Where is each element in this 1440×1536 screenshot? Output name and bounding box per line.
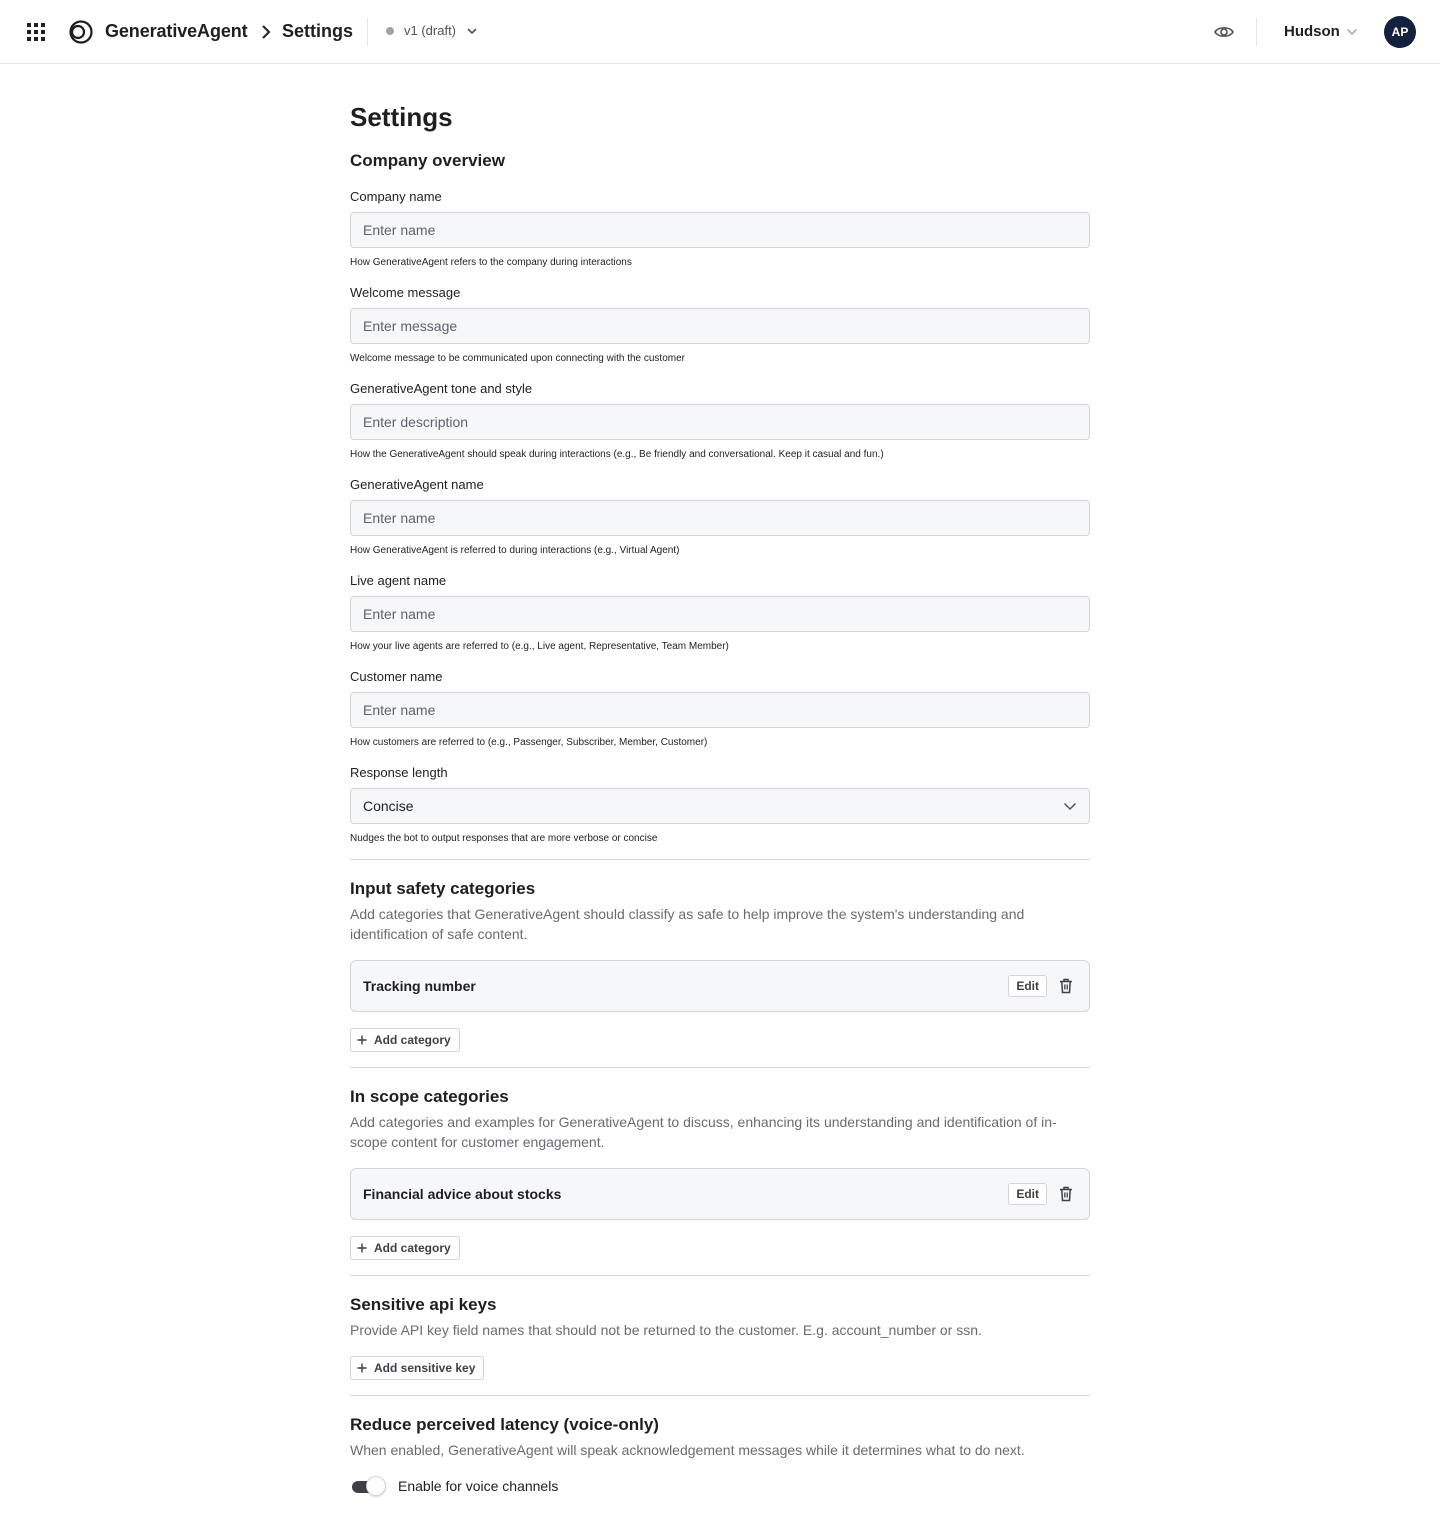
chevron-down-icon	[1063, 802, 1077, 811]
divider	[1256, 18, 1257, 46]
page-title: Settings	[350, 102, 453, 132]
category-card	[350, 960, 1090, 1012]
live-agent-name-input[interactable]	[350, 596, 1090, 632]
section-divider	[350, 1275, 1090, 1276]
category-name: Financial advice about stocks	[363, 1186, 562, 1202]
chevron-down-icon	[466, 27, 478, 35]
breadcrumb-current: Settings	[282, 21, 354, 41]
response-length-value: Concise	[363, 798, 414, 814]
latency-description: When enabled, GenerativeAgent will speak acknowledgement messages while it determines what to do next.	[350, 1442, 1025, 1458]
category-name: Tracking number	[363, 978, 476, 994]
tone-style-help: How the GenerativeAgent should speak during interactions (e.g., Be friendly and conversational. Keep it casual and fun.)	[350, 449, 884, 460]
trash-icon[interactable]	[1059, 978, 1073, 994]
response-length-select[interactable]	[350, 788, 1090, 824]
section-divider	[350, 1067, 1090, 1068]
company-name-input[interactable]	[350, 212, 1090, 248]
plus-icon	[357, 1035, 367, 1045]
status-dot-icon	[386, 27, 394, 35]
toggle-knob	[366, 1476, 386, 1496]
sensitive-keys-description: Provide API key field names that should not be returned to the customer. E.g. account_number or ssn.	[350, 1322, 982, 1338]
voice-channels-toggle-label: Enable for voice channels	[398, 1478, 559, 1494]
plus-icon	[357, 1363, 367, 1373]
add-category-button[interactable]	[350, 1236, 460, 1260]
preview-eye-icon[interactable]	[1213, 22, 1235, 42]
trash-icon[interactable]	[1059, 1186, 1073, 1202]
response-length-help: Nudges the bot to output responses that are more verbose or concise	[350, 833, 658, 844]
add-sensitive-key-label: Add sensitive key	[374, 1361, 476, 1375]
add-sensitive-key-button[interactable]	[350, 1356, 484, 1380]
version-selector[interactable]	[386, 23, 478, 38]
section-title-input-safety: Input safety categories	[350, 879, 536, 898]
customer-name-input[interactable]	[350, 692, 1090, 728]
plus-icon	[357, 1243, 367, 1253]
response-length-label: Response length	[350, 765, 448, 780]
live-agent-name-help: How your live agents are referred to (e.g., Live agent, Representative, Team Member)	[350, 641, 729, 652]
section-divider	[350, 1395, 1090, 1396]
section-title-company-overview: Company overview	[350, 151, 505, 170]
user-avatar[interactable]: AP	[1384, 16, 1416, 48]
section-title-in-scope: In scope categories	[350, 1087, 509, 1106]
add-category-label: Add category	[374, 1033, 451, 1047]
company-name-help: How GenerativeAgent refers to the company during interactions	[350, 257, 632, 268]
company-selector[interactable]	[1284, 23, 1358, 40]
divider	[367, 18, 368, 46]
welcome-message-label: Welcome message	[350, 285, 461, 300]
live-agent-name-label: Live agent name	[350, 573, 447, 588]
customer-name-help: How customers are referred to (e.g., Passenger, Subscriber, Member, Customer)	[350, 737, 708, 748]
company-name: Hudson	[1284, 23, 1340, 40]
welcome-message-help: Welcome message to be communicated upon connecting with the customer	[350, 353, 685, 364]
voice-toggle-row	[350, 1477, 558, 1495]
category-card	[350, 1168, 1090, 1220]
company-name-label: Company name	[350, 189, 442, 204]
agent-name-help: How GenerativeAgent is referred to during interactions (e.g., Virtual Agent)	[350, 545, 680, 556]
version-label: v1 (draft)	[404, 23, 457, 38]
agent-name-label: GenerativeAgent name	[350, 477, 484, 492]
welcome-message-input[interactable]	[350, 308, 1090, 344]
section-title-latency: Reduce perceived latency (voice-only)	[350, 1415, 659, 1434]
tone-style-label: GenerativeAgent tone and style	[350, 381, 533, 396]
tone-style-input[interactable]	[350, 404, 1090, 440]
top-bar	[0, 0, 1440, 64]
edit-category-button[interactable]: Edit	[1008, 975, 1047, 997]
app-grid-icon[interactable]	[27, 23, 45, 41]
section-divider	[350, 859, 1090, 860]
in-scope-description: Add categories and examples for GenerativeAgent to discuss, enhancing its understanding and identification of in-scope content for customer engagement.	[350, 1114, 1057, 1150]
chevron-right-icon	[260, 24, 272, 40]
voice-channels-toggle[interactable]	[350, 1477, 386, 1495]
input-safety-description: Add categories that GenerativeAgent should classify as safe to help improve the system's understanding and identification of safe content.	[350, 906, 1025, 942]
section-title-sensitive-keys: Sensitive api keys	[350, 1295, 497, 1314]
chevron-down-icon	[1346, 28, 1358, 36]
brand-name[interactable]: GenerativeAgent	[105, 21, 248, 41]
generativeagent-logo-icon	[68, 20, 94, 44]
add-category-button[interactable]	[350, 1028, 460, 1052]
add-category-label: Add category	[374, 1241, 451, 1255]
agent-name-input[interactable]	[350, 500, 1090, 536]
customer-name-label: Customer name	[350, 669, 443, 684]
edit-category-button[interactable]: Edit	[1008, 1183, 1047, 1205]
